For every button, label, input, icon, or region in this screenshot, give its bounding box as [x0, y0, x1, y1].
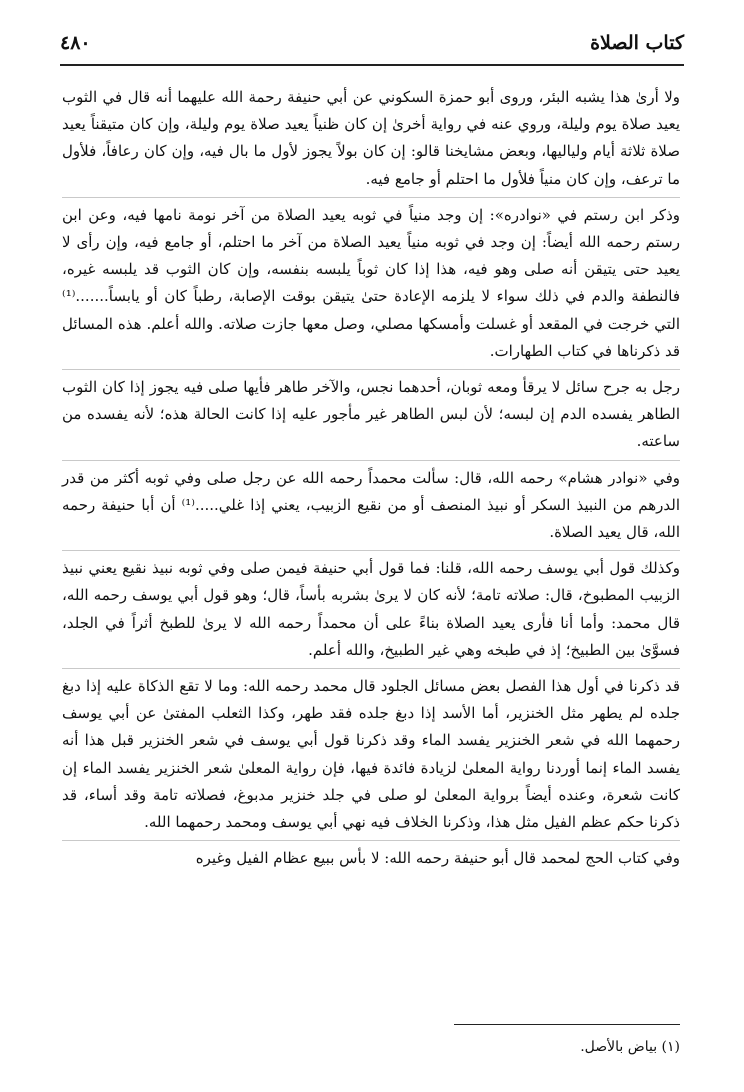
- paragraph-divider: [62, 550, 680, 551]
- page-number: ٤٨٠: [60, 32, 91, 54]
- paragraph-divider: [62, 460, 680, 461]
- main-text: [62, 84, 680, 872]
- paragraph-divider: [62, 668, 680, 669]
- paragraph-2: وذكر ابن رستم في «نوادره»: إن وجد منياً في ثوبه يعيد الصلاة من آخر نومة نامها فيه، وعن ابن رستم رحمه الله أيضاً: إن وجد في ثوبه منياً يعيد الصلاة من آخر ما احتلم، أو جامع فيه، وإن رأى لا يعيد حتى يتيقن أنه صلى وهو فيه، هذا إذا كان ثوباً يلبسه بنفسه، وإن كان الثوب قد يلبسه غيره، فالنطفة والدم في ذلك سواء لا يلزمه الإعادة حتىٰ يتيقن بوقت الإصابة، رطباً كان أو يابساً.......⁽¹⁾ التي خرجت في المقعد أو غسلت وأمسكها مصلي، وصل معها جازت صلاته. والله أعلم. هذه المسائل قد ذكرناها في كتاب الطهارات.: [62, 205, 681, 360]
- paragraph-3: رجل به جرح سائل لا يرقأ ومعه ثوبان، أحدهما نجس، والآخر طاهر فأيها صلى فيه يجوز إذا كان الثوب الطاهر يفسده الدم إن لبسه؛ لأن لبس الطاهر غير مأجور عليه إذا كانت الحالة هذه؛ لأنه يفسده من ساعته.: [62, 378, 680, 451]
- paragraph-5: وكذلك قول أبي يوسف رحمه الله، قلنا: فما قول أبي حنيفة فيمن صلى وفي ثوبه نبيذ نقيع يعني نبيذ الزبيب المطبوخ، قال: صلاته تامة؛ لأنه كان لا يرىٰ بشربه بأساً، قال؛ وهو قول أبي يوسف رحمه الله، قال محمد: وأما أنا فأرى يعيد الصلاة بناءً على أن محمداً رحمه الله لا يرىٰ للطبخ أثراً في الجلد، فسوَّىٰ بين الطبيخ؛ إذ في طبخه وهي غير الطبيخ، والله أعلم.: [62, 559, 680, 659]
- paragraph-6: قد ذكرنا في أول هذا الفصل بعض مسائل الجلود قال محمد رحمه الله: وما لا تقع الذكاة عليه إذا دبغ جلده لم يطهر مثل الخنزير، أما الأسد إذا دبغ جلده فقد طهر، وكذا الثعلب المفتىٰ عن أبي يوسف رحمهما الله في شعر الخنزير يفسد الماء وقد ذكرنا قول أبي يوسف في شعر الخنزير قبل هذا أنه يفسد الماء إنما أوردنا رواية المعلىٰ لزيادة فائدة فيها، فإن رواية المعلىٰ شعر الخنزير يفسد الماء إن كانت شعرة، وعنده أيضاً برواية المعلىٰ لو صلى في جلد خنزير مدبوغ، فصلاته تامة وقد أساء، قد ذكرنا حكم عظم الفيل مثل هذا، وذكرنا الخلاف فيه نهي أبي يوسف ومحمد رحمهما الله.: [62, 677, 680, 832]
- paragraph-7: وفي كتاب الحج لمحمد قال أبو حنيفة رحمه الله: لا بأس ببيع عظام الفيل وغيره: [195, 849, 680, 868]
- footnote: (١) بياض بالأصل.: [580, 1039, 680, 1055]
- paragraph-divider: [62, 840, 680, 841]
- footnote-divider: [454, 1024, 680, 1025]
- paragraph-divider: [62, 369, 680, 370]
- chapter-title: كتاب الصلاة: [590, 32, 684, 54]
- page-header: [60, 30, 684, 66]
- paragraph-divider: [62, 197, 680, 198]
- paragraph-4: وفي «نوادر هشام» رحمه الله، قال: سألت محمداً رحمه الله عن رجل صلى وفي ثوبه أكثر من قدر الدرهم من النبيذ السكر أو نبيذ المنصف أو من نقيع الزبيب، يعني إذا غلي.....⁽¹⁾ أن أبا حنيفة رحمه الله، قال يعيد الصلاة.: [62, 468, 680, 542]
- paragraph-1: ولا أرىٰ هذا يشبه البئر، وروى أبو حمزة السكوني عن أبي حنيفة رحمة الله عليهما أنه قال في الثوب يعيد صلاة يوم وليلة، وروي عنه في رواية أخرىٰ إن كان ظنياً يعيد صلاة يوم وليلة، وإن كان متيقناً يعيد صلاة ثلاثة أيام ولياليها، وبعض مشايخنا قالو: إن كان بولاً يجوز لأول ما بال فيه، وإن كان رعافاً، فلأول ما ترعف، وإن كان منياً فلأول ما احتلم أو جامع فيه.: [62, 88, 680, 188]
